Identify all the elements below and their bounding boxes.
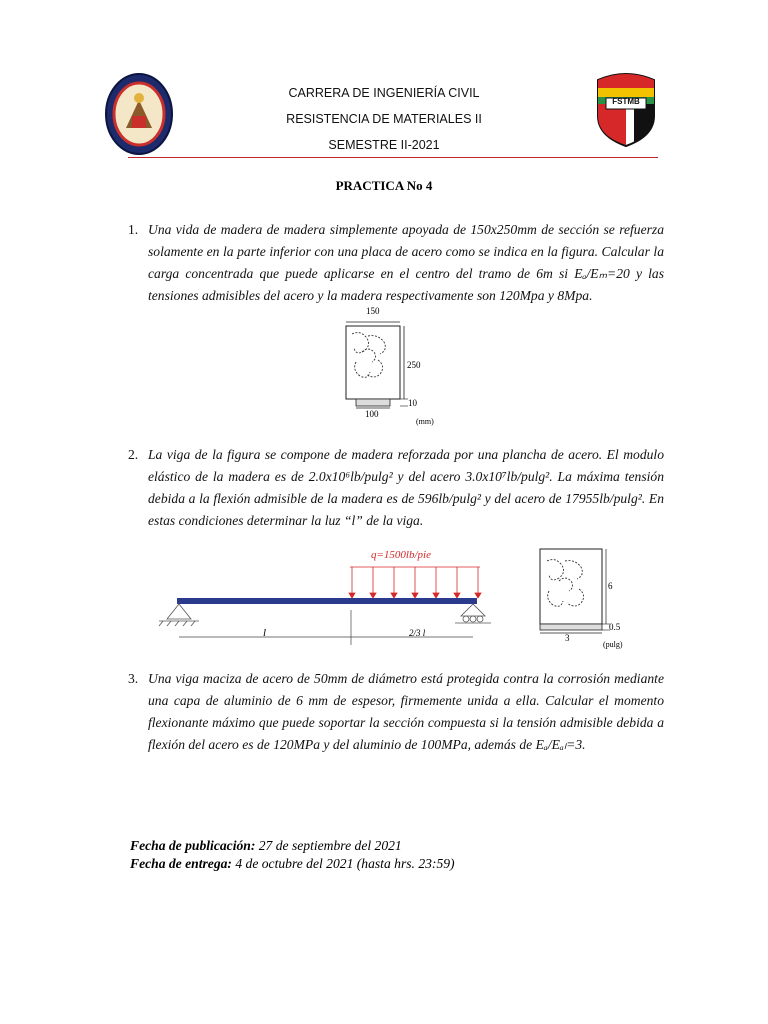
problem-2-number: 2. [128, 447, 139, 462]
fstmb-logo-text: FSTMB [612, 97, 640, 106]
figure-2-height-label: 6 [608, 581, 613, 591]
fstmb-shield-logo [594, 70, 658, 148]
header-divider [128, 157, 658, 158]
figure-1-plate-width-label: 100 [365, 409, 379, 419]
figure-1-cross-section [338, 300, 448, 428]
figure-2-units-label: (pulg) [603, 640, 623, 649]
span-1-label: l [263, 627, 267, 639]
practice-title: PRACTICA No 4 [335, 178, 433, 193]
right-roller-support [455, 604, 491, 623]
left-pin-support [159, 604, 199, 626]
publication-date [130, 838, 402, 854]
span-2-label: 2/3 l [409, 628, 426, 638]
problem-1-number: 1. [128, 222, 139, 237]
load-label: q=1500lb/pie [371, 549, 431, 561]
figure-2-plate-thickness-label: 0.5 [609, 622, 621, 632]
due-date [130, 856, 455, 872]
beam [177, 598, 477, 604]
due-date-value: 4 de octubre del 2021 (hasta hrs. 23:59) [231, 856, 455, 871]
problem-3-text: Una viga maciza de acero de 50mm de diámetro está protegida contra la corrosión mediante una capa de aluminio de 6 mm de espesor, firmemente unida a ella. Calcular el momento flexionante máximo que puede soportar la sección compuesta si la tensión admisible debida a flexión del acero es de 120MPa y del aluminio de 100MPa, además de Eₐ/Eₐₗ=3. [148, 671, 664, 752]
problem-2 [128, 444, 664, 532]
problem-2-text: La viga de la figura se compone de madera reforzada por una plancha de acero. El modulo elástico de la madera es de 2.0x10⁶lb/pulg² y del acero 3.0x10⁷lb/pulg². La máxima tensión debida a la flexión admisible de la madera es de 596lb/pulg² y del acero de 17955lb/pulg². En estas condiciones determinar la luz “l” de la viga. [148, 447, 664, 528]
problem-3-number: 3. [128, 671, 139, 686]
figure-2-width-label: 3 [565, 633, 570, 643]
publication-date-value: 27 de septiembre del 2021 [255, 838, 402, 853]
due-date-label: Fecha de entrega: [130, 856, 232, 871]
publication-date-label: Fecha de publicación: [130, 838, 256, 853]
figure-1-units-label: (mm) [416, 417, 434, 426]
figure-1-width-label: 150 [366, 306, 380, 316]
figure-1-height-label: 250 [407, 360, 421, 370]
problem-3 [128, 668, 664, 756]
figure-1-plate-thickness-label: 10 [408, 398, 417, 408]
figure-2-cross-section [535, 545, 645, 653]
header-course: RESISTENCIA DE MATERIALES II [286, 112, 482, 126]
problem-1-text: Una vida de madera de madera simplemente apoyada de 150x250mm de sección se refuerza solamente en la parte inferior con una placa de acero como se indica en la figura. Calcular la carga concentrada que puede aplicarse en el centro del tramo de 6m si Eₐ/Eₘ=20 y las tensiones admisibles del acero y la madera respectivamente son 120Mpa y 8Mpa. [148, 222, 664, 303]
header-career: CARRERA DE INGENIERÍA CIVIL [288, 86, 480, 100]
header-semester: SEMESTRE II-2021 [328, 138, 440, 152]
problem-1 [128, 219, 664, 307]
distributed-load-arrows [349, 567, 481, 598]
figure-2-beam-diagram [155, 545, 500, 650]
